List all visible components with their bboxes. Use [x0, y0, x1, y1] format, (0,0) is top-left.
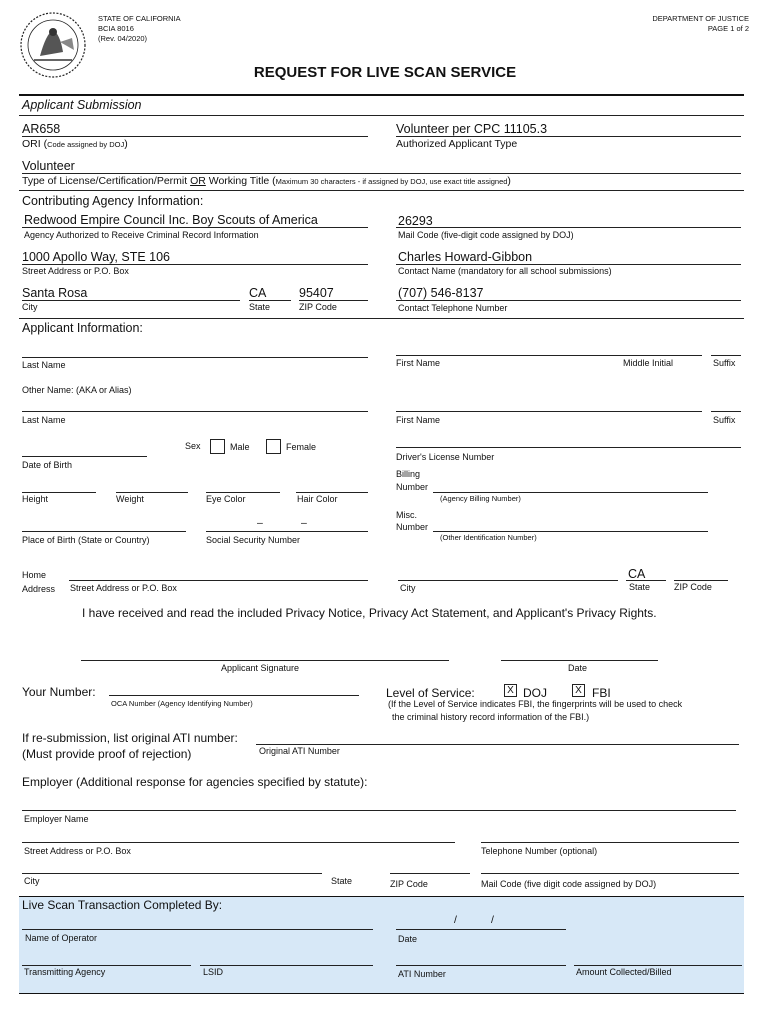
height-label: Height: [22, 494, 49, 504]
home-street-label: Street Address or P.O. Box: [70, 583, 177, 593]
other-name-label: Other Name: (AKA or Alias): [22, 385, 132, 395]
privacy-statement: I have received and read the included Privacy Notice, Privacy Act Statement, and Applicant's Privacy Rights.: [82, 606, 657, 620]
fbi-note-1: (If the Level of Service indicates FBI, the fingerprints will be used to check: [388, 699, 683, 709]
billing-label-1: Billing: [396, 469, 421, 479]
fbi-checkbox[interactable]: X: [572, 684, 585, 697]
date-slash-1: /: [454, 914, 457, 926]
ssn-dash-2: –: [301, 517, 307, 529]
license-value[interactable]: Volunteer: [22, 159, 75, 173]
ssn-dash-1: –: [257, 517, 263, 529]
agency-city-value[interactable]: Santa Rosa: [22, 286, 88, 300]
sex-label: Sex: [185, 441, 201, 451]
home-zip-label: ZIP Code: [674, 582, 712, 592]
female-checkbox[interactable]: [266, 439, 281, 454]
suffix-label: Suffix: [713, 358, 736, 368]
male-label: Male: [230, 442, 250, 452]
your-number-label: Your Number:: [22, 685, 96, 699]
employer-name-label: Employer Name: [24, 814, 89, 824]
employer-mail-code-label: Mail Code (five digit code assigned by DOJ): [481, 879, 657, 889]
agency-state-value[interactable]: CA: [249, 286, 267, 300]
eye-color-label: Eye Color: [206, 494, 246, 504]
misc-note: (Other Identification Number): [440, 533, 537, 542]
license-label: Type of License/Certification/Permit OR Working Title (Maximum 30 characters - if assigned by DOJ, use exact title assigned): [22, 175, 511, 187]
agency-address-label: Street Address or P.O. Box: [22, 266, 129, 276]
ori-value[interactable]: AR658: [22, 122, 61, 136]
department-label: DEPARTMENT OF JUSTICE: [652, 14, 749, 23]
date-slash-2: /: [491, 914, 494, 926]
misc-label-1: Misc.: [396, 510, 417, 520]
level-of-service-label: Level of Service:: [386, 686, 475, 700]
agency-zip-label: ZIP Code: [299, 302, 337, 312]
doj-label: DOJ: [523, 686, 547, 700]
section-applicant-information: Applicant Information:: [22, 321, 143, 335]
home-state-label: State: [629, 582, 651, 592]
resubmission-label-1: If re-submission, list original ATI number:: [22, 731, 238, 745]
section-contributing-agency: Contributing Agency Information:: [22, 194, 204, 208]
weight-label: Weight: [116, 494, 144, 504]
fbi-label: FBI: [592, 686, 611, 700]
last-name-label: Last Name: [22, 360, 66, 370]
agency-state-label: State: [249, 302, 271, 312]
transmitting-agency-label: Transmitting Agency: [24, 967, 106, 977]
form-number: BCIA 8016: [98, 24, 134, 33]
home-label-1: Home: [22, 570, 47, 580]
aka-suffix-label: Suffix: [713, 415, 736, 425]
hair-color-label: Hair Color: [297, 494, 338, 504]
home-label-2: Address: [22, 584, 56, 594]
lsid-label: LSID: [203, 967, 224, 977]
contact-name-value[interactable]: Charles Howard-Gibbon: [398, 250, 533, 264]
billing-note: (Agency Billing Number): [440, 494, 521, 503]
agency-city-label: City: [22, 302, 38, 312]
agency-name-value[interactable]: Redwood Empire Council Inc. Boy Scouts of America: [24, 213, 318, 227]
signature-date-label: Date: [568, 663, 588, 673]
mail-code-label: Mail Code (five-digit code assigned by DOJ): [398, 230, 574, 240]
first-name-label: First Name: [396, 358, 441, 368]
mail-code-value[interactable]: 26293: [398, 214, 433, 228]
agency-address-value[interactable]: 1000 Apollo Way, STE 106: [22, 250, 171, 264]
operator-name-label: Name of Operator: [25, 933, 98, 943]
original-ati-label: Original ATI Number: [259, 746, 340, 756]
ssn-label: Social Security Number: [206, 535, 301, 545]
aka-last-name-label: Last Name: [22, 415, 66, 425]
section-applicant-submission: Applicant Submission: [22, 98, 142, 112]
home-city-label: City: [400, 583, 416, 593]
agency-zip-value[interactable]: 95407: [299, 286, 334, 300]
male-checkbox[interactable]: [210, 439, 225, 454]
agency-name-label: Agency Authorized to Receive Criminal Record Information: [24, 230, 259, 240]
oca-number-label: OCA Number (Agency Identifying Number): [111, 699, 253, 708]
doj-checkbox[interactable]: X: [504, 684, 517, 697]
applicant-type-label: Authorized Applicant Type: [396, 138, 518, 150]
middle-initial-label: Middle Initial: [623, 358, 674, 368]
contact-phone-value[interactable]: (707) 546-8137: [398, 286, 484, 300]
dob-label: Date of Birth: [22, 460, 73, 470]
resubmission-label-2: (Must provide proof of rejection): [22, 747, 192, 761]
contact-name-label: Contact Name (mandatory for all school submissions): [398, 266, 612, 276]
employer-state-label: State: [331, 876, 353, 886]
page-number: PAGE 1 of 2: [707, 24, 749, 33]
ori-label: ORI (Code assigned by DOJ): [22, 138, 128, 150]
billing-label-2: Number: [396, 482, 429, 492]
applicant-type-value[interactable]: Volunteer per CPC 11105.3: [396, 122, 548, 136]
fbi-note-2: the criminal history record information of the FBI.): [392, 712, 590, 722]
ati-number-label: ATI Number: [398, 969, 446, 979]
form-title: REQUEST FOR LIVE SCAN SERVICE: [253, 64, 517, 81]
drivers-license-label: Driver's License Number: [396, 452, 495, 462]
place-of-birth-label: Place of Birth (State or Country): [22, 535, 150, 545]
aka-first-name-label: First Name: [396, 415, 441, 425]
section-employer: Employer (Additional response for agencies specified by statute):: [22, 775, 368, 789]
amount-collected-label: Amount Collected/Billed: [576, 967, 672, 977]
applicant-signature-label: Applicant Signature: [221, 663, 300, 673]
state-label: STATE OF CALIFORNIA: [98, 14, 181, 23]
female-label: Female: [286, 442, 317, 452]
misc-label-2: Number: [396, 522, 429, 532]
home-state-value[interactable]: CA: [628, 567, 646, 581]
revision: (Rev. 04/2020): [98, 34, 148, 43]
employer-zip-label: ZIP Code: [390, 879, 428, 889]
contact-phone-label: Contact Telephone Number: [398, 303, 508, 313]
employer-phone-label: Telephone Number (optional): [481, 846, 598, 856]
transaction-date-label: Date: [398, 934, 418, 944]
section-live-scan: Live Scan Transaction Completed By:: [22, 898, 223, 912]
employer-city-label: City: [24, 876, 40, 886]
employer-address-label: Street Address or P.O. Box: [24, 846, 131, 856]
